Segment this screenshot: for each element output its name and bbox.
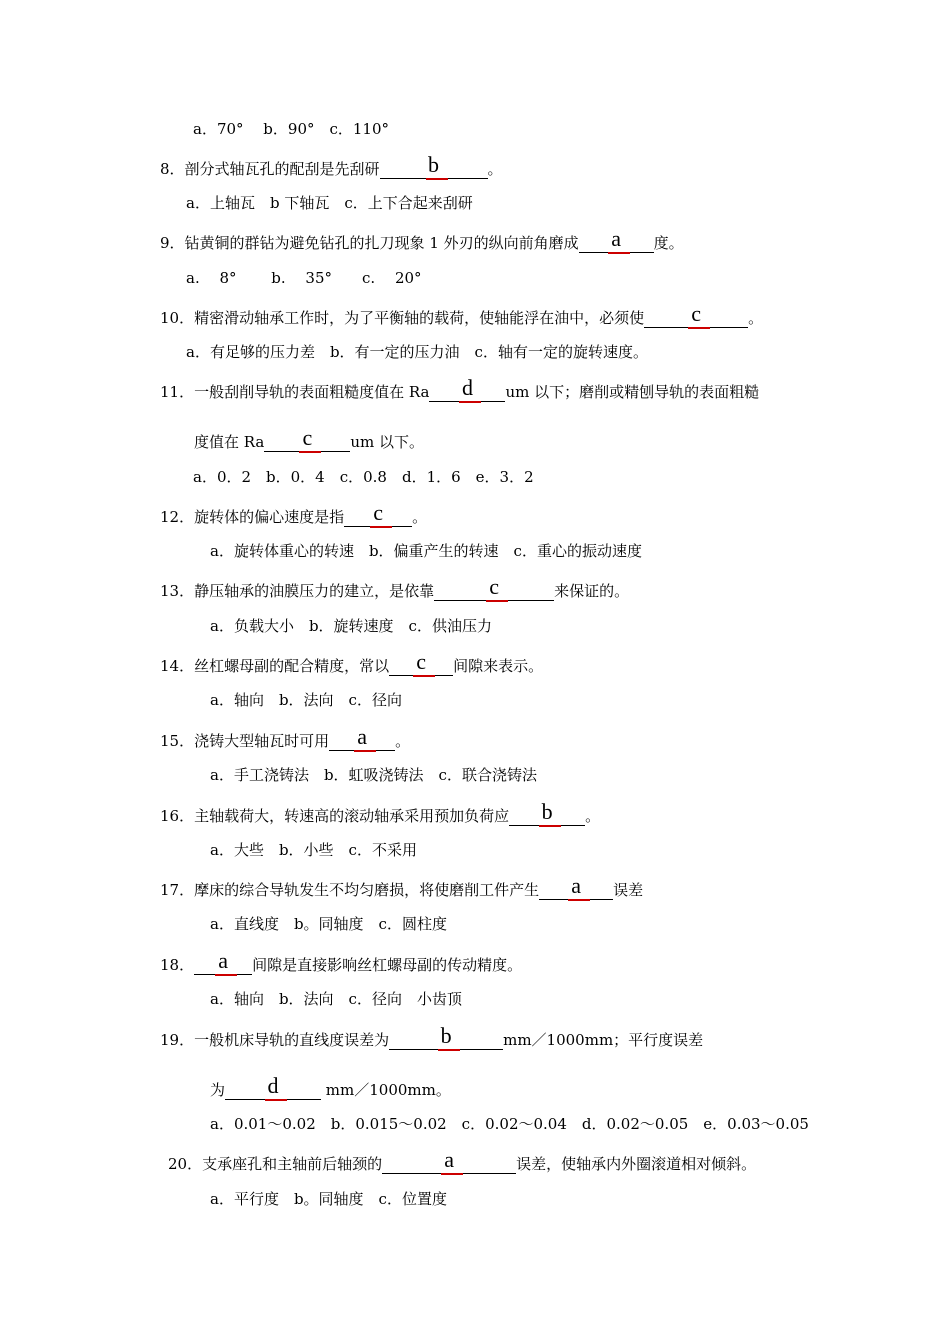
options-q7: a．70° b．90° c．110° xyxy=(193,120,390,138)
answer-blank xyxy=(225,1073,321,1100)
question-19-cont xyxy=(210,1073,451,1100)
red-mark xyxy=(608,252,630,254)
question-tail: 。 xyxy=(412,508,428,526)
answer-blank xyxy=(579,226,654,253)
answer-letter: d xyxy=(461,375,473,400)
answer-blank xyxy=(344,500,412,527)
question-text: 16．主轴载荷大，转速高的滚动轴承采用预加负荷应 xyxy=(160,807,510,825)
question-11-cont xyxy=(194,425,425,452)
red-mark xyxy=(539,825,561,827)
answer-blank xyxy=(429,375,505,402)
red-mark xyxy=(438,1049,460,1051)
answer-blank xyxy=(329,724,395,751)
options-q17: a．直线度 b。同轴度 c．圆柱度 xyxy=(210,915,447,933)
answer-letter: b xyxy=(541,799,553,824)
red-mark xyxy=(354,750,376,752)
options-q16: a．大些 b．小些 c．不采用 xyxy=(210,841,417,859)
answer-blank xyxy=(380,152,488,179)
question-tail: 。 xyxy=(487,160,503,178)
question-text: 17．摩床的综合导轨发生不均匀磨损，将使磨削工件产生 xyxy=(160,881,540,899)
question-text: 19．一般机床导轨的直线度误差为 xyxy=(160,1031,390,1049)
question-text: 18． xyxy=(160,956,195,974)
question-text: 14．丝杠螺母副的配合精度，常以 xyxy=(160,657,390,675)
question-tail: 。 xyxy=(395,732,411,750)
answer-blank xyxy=(434,574,554,601)
options-q13: a．负载大小 b．旋转速度 c．供油压力 xyxy=(210,617,492,635)
question-text: 度值在 Ra xyxy=(194,433,265,451)
red-mark xyxy=(688,327,710,329)
question-text: 9．钻黄铜的群钻为避免钻孔的扎刀现象 1 外刃的纵向前角磨成 xyxy=(160,234,579,252)
red-mark xyxy=(441,1173,463,1175)
question-tail: um 以下；磨削或精刨导轨的表面粗糙 xyxy=(505,383,760,401)
answer-blank xyxy=(509,799,585,826)
answer-letter: a xyxy=(571,873,581,898)
question-9 xyxy=(160,226,684,253)
question-11 xyxy=(160,375,760,402)
red-mark xyxy=(413,675,435,677)
options-q18: a．轴向 b．法向 c．径向 小齿顶 xyxy=(210,990,462,1008)
question-13 xyxy=(160,574,630,601)
options-q8: a．上轴瓦 b 下轴瓦 c．上下合起来刮研 xyxy=(186,194,473,212)
answer-letter: a xyxy=(444,1147,454,1172)
options-q9: a. 8° b. 35° c. 20° xyxy=(186,269,422,287)
question-text: 15．浇铸大型轴瓦时可用 xyxy=(160,732,330,750)
question-text: 12．旋转体的偏心速度是指 xyxy=(160,508,345,526)
answer-blank xyxy=(194,948,252,975)
question-14 xyxy=(160,649,544,676)
question-text: 20．支承座孔和主轴前后轴颈的 xyxy=(168,1155,383,1173)
question-19 xyxy=(160,1023,704,1050)
answer-letter: c xyxy=(416,649,426,674)
red-mark xyxy=(265,1099,287,1101)
answer-blank xyxy=(644,301,748,328)
answer-letter: a xyxy=(218,948,228,973)
question-12 xyxy=(160,500,428,527)
question-tail: mm／1000mm。 xyxy=(321,1081,451,1099)
answer-letter: a xyxy=(357,724,367,749)
question-tail: 间隙是直接影响丝杠螺母副的传动精度。 xyxy=(252,956,523,974)
question-18 xyxy=(160,948,523,975)
answer-blank xyxy=(539,873,613,900)
red-mark xyxy=(459,401,481,403)
question-tail: um 以下。 xyxy=(350,433,425,451)
question-17 xyxy=(160,873,644,900)
question-tail: 间隙来表示。 xyxy=(453,657,544,675)
options-q11: a．0．2 b．0．4 c．0.8 d．1．6 e．3．2 xyxy=(193,468,534,486)
red-mark xyxy=(370,526,392,528)
question-8 xyxy=(160,152,503,179)
answer-blank xyxy=(382,1147,516,1174)
answer-blank xyxy=(389,649,453,676)
red-mark xyxy=(486,600,508,602)
question-tail: mm／1000mm；平行度误差 xyxy=(503,1031,704,1049)
options-q20: a．平行度 b。同轴度 c．位置度 xyxy=(210,1190,447,1208)
question-tail: 。 xyxy=(748,309,764,327)
answer-letter: b xyxy=(428,152,440,177)
question-text: 10．精密滑动轴承工作时，为了平衡轴的载荷，使轴能浮在油中，必须使 xyxy=(160,309,645,327)
question-15 xyxy=(160,724,411,751)
question-tail: 度。 xyxy=(653,234,684,252)
red-mark xyxy=(299,451,321,453)
answer-letter: c xyxy=(302,425,313,450)
options-q14: a．轴向 b．法向 c．径向 xyxy=(210,691,402,709)
answer-blank xyxy=(264,425,350,452)
answer-letter: c xyxy=(691,301,701,326)
options-q10: a．有足够的压力差 b．有一定的压力油 c．轴有一定的旋转速度。 xyxy=(186,343,648,361)
answer-letter: d xyxy=(267,1073,279,1098)
answer-letter: b xyxy=(440,1023,452,1048)
question-text: 13．静压轴承的油膜压力的建立，是依靠 xyxy=(160,582,435,600)
answer-letter: c xyxy=(489,574,499,599)
red-mark xyxy=(215,974,237,976)
question-text: 8．剖分式轴瓦孔的配刮是先刮研 xyxy=(160,160,380,178)
question-tail: 误差 xyxy=(613,881,644,899)
question-16 xyxy=(160,799,601,826)
question-tail: 误差，使轴承内外圈滚道相对倾斜。 xyxy=(516,1155,757,1173)
options-q19: a．0.01～0.02 b．0.015～0.02 c．0.02～0.04 d．0.02～0.05 e．0.03～0.05 xyxy=(210,1115,809,1133)
question-text: 为 xyxy=(210,1081,226,1099)
answer-letter: a xyxy=(611,226,622,251)
red-mark xyxy=(568,899,590,901)
question-20 xyxy=(168,1147,757,1174)
options-q12: a．旋转体重心的转速 b．偏重产生的转速 c．重心的振动速度 xyxy=(210,542,642,560)
answer-blank xyxy=(389,1023,503,1050)
question-10 xyxy=(160,301,764,328)
question-tail: 来保证的。 xyxy=(554,582,630,600)
question-text: 11．一般刮削导轨的表面粗糙度值在 Ra xyxy=(160,383,430,401)
answer-letter: c xyxy=(373,500,383,525)
red-mark xyxy=(426,178,448,180)
options-q15: a．手工浇铸法 b．虹吸浇铸法 c．联合浇铸法 xyxy=(210,766,537,784)
question-tail: 。 xyxy=(585,807,601,825)
